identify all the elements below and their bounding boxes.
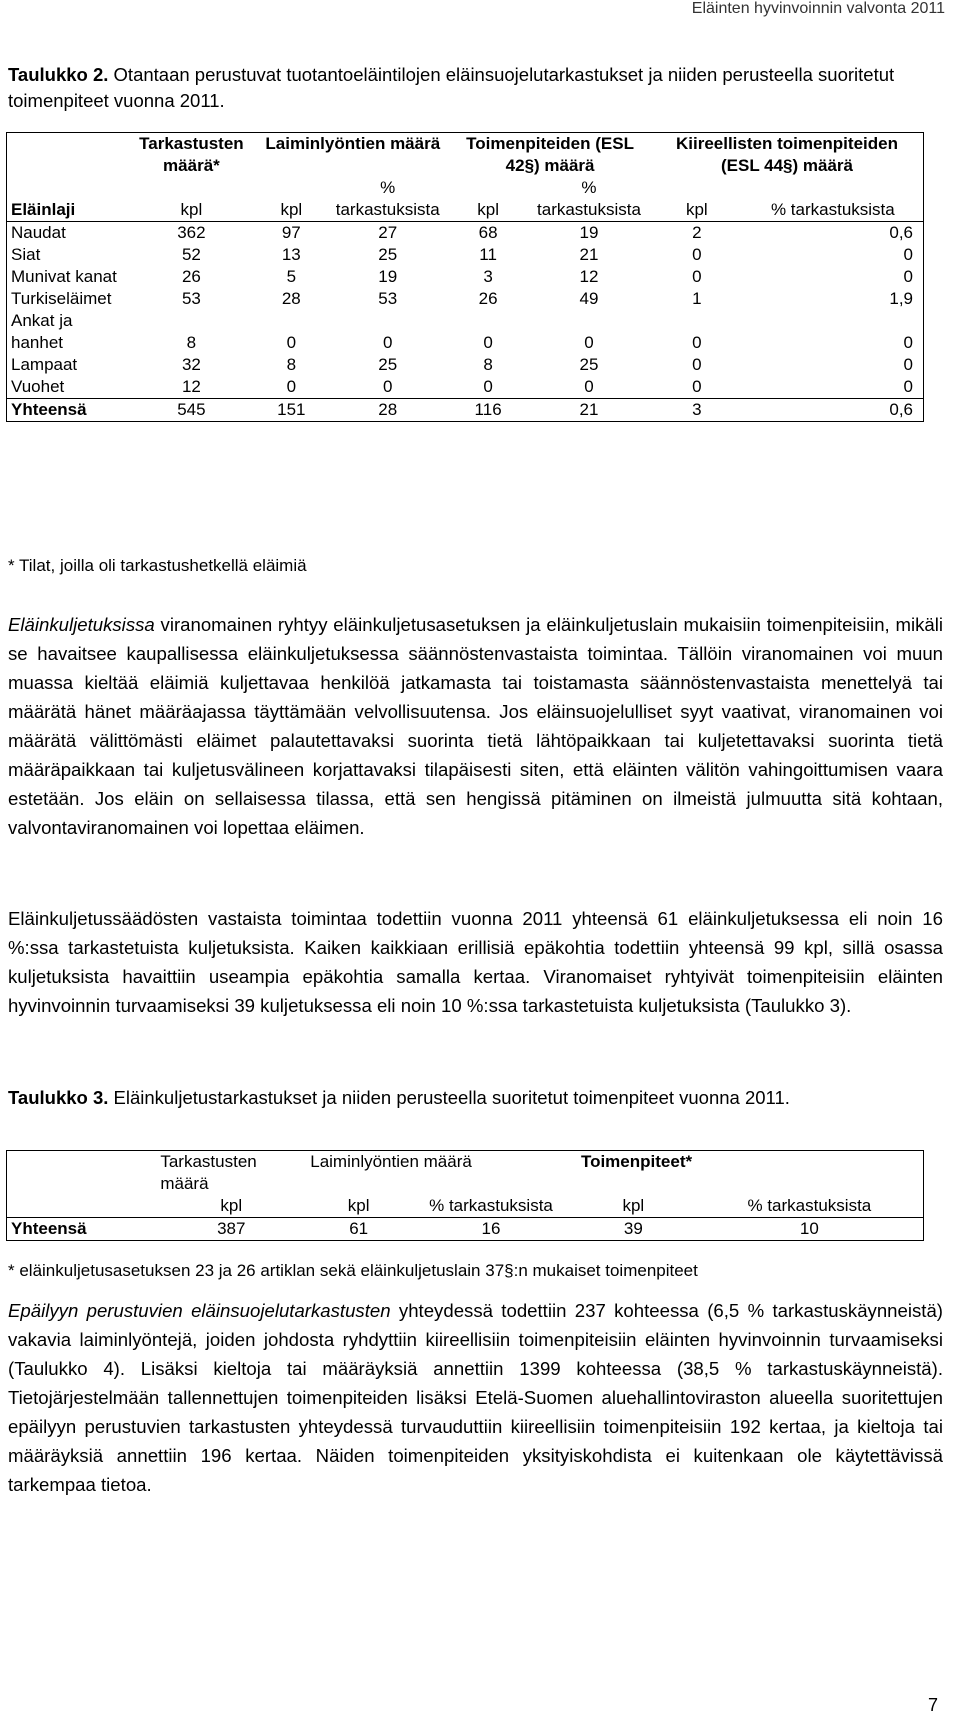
t2-group-inspections: Tarkastusten määrä* [126, 133, 256, 178]
t3-corner [7, 1151, 157, 1196]
value-cell: 0 [692, 245, 702, 264]
value-cell: 362 [177, 223, 206, 242]
t2-group-measures: Toimenpiteiden (ESL 42§) määrä [449, 133, 651, 178]
value-cell: 1,9 [743, 288, 924, 310]
value-cell: 27 [378, 223, 398, 242]
t3-sub: % tarkastuksista [696, 1195, 924, 1218]
t2-sub: kpl [256, 177, 326, 222]
value-cell: 0 [286, 333, 297, 352]
value-cell: 0 [692, 333, 702, 352]
value-cell: 8 [483, 355, 493, 374]
value-cell: 19 [378, 267, 398, 286]
table-row [7, 244, 924, 266]
t3-corner-sub [7, 1195, 157, 1218]
t2-sub: kpl [449, 177, 527, 222]
value-cell: 68 [478, 223, 498, 242]
value-cell: 0 [743, 266, 924, 288]
table-row [7, 376, 924, 399]
value-cell: 0 [743, 244, 924, 266]
value-cell: 13 [281, 245, 301, 264]
t2-group-neglects: Laiminlyöntien määrä [256, 133, 449, 178]
species-cell: Ankat ja hanhet [7, 310, 127, 354]
value-cell: 0 [743, 376, 924, 399]
table2-caption-text: Otantaan perustuvat tuotantoeläintilojen eläinsuojelutarkastukset ja niiden perusteella suoritetut toimenpiteet vuonna 2011. [8, 64, 895, 111]
value-cell: 53 [378, 289, 398, 308]
page-number: 7 [927, 1695, 938, 1715]
species-cell: Turkiseläimet [7, 288, 127, 310]
t3-total-cell: 61 [306, 1218, 411, 1241]
value-cell: 21 [579, 245, 599, 264]
t2-sub: % tarkastuksista [527, 177, 651, 222]
value-cell: 0 [692, 267, 702, 286]
value-cell: 12 [181, 377, 201, 396]
value-cell: 1 [692, 289, 702, 308]
paragraph-transport-findings: Eläinkuljetussäädösten vastaista toimintaa todettiin vuonna 2011 yhteensä 61 eläinkuljetuksessa eli noin 16 %:ssa tarkastetuista kuljetuksista. Kaiken kaikkiaan erillisiä epäkohtia todettiin yhteensä 99 kpl, sillä osassa kuljetuksista havaittiin useampia epäkohtia samalla kertaa. Viranomaiset ryhtyivät toimenpiteisiin eläinten hyvinvoinnin turvaamiseksi 39 kuljetuksessa eli noin 10 %:ssa tarkastetuista kuljetuksista (Taulukko 3). [8, 908, 943, 1016]
t3-group-inspections: Tarkastusten määrä [156, 1151, 306, 1196]
value-cell: 3 [483, 267, 493, 286]
value-cell: 0 [584, 333, 594, 352]
t2-total-cell: 545 [126, 399, 256, 422]
t2-sub: % tarkastuksista [326, 177, 449, 222]
table-row [7, 222, 924, 245]
value-cell: 8 [286, 355, 297, 374]
table3-caption [8, 1085, 938, 1111]
t2-group-urgent: Kiireellisten toimenpiteiden (ESL 44§) määrä [651, 133, 924, 178]
t2-sub: kpl [126, 177, 256, 222]
t2-total-cell: 0,6 [743, 399, 924, 422]
t2-sub-species: Eläinlaji [7, 177, 127, 222]
species-cell: Lampaat [7, 354, 127, 376]
species-cell: Vuohet [7, 376, 127, 399]
value-cell: 53 [181, 289, 201, 308]
value-cell: 25 [378, 245, 398, 264]
t3-sub: kpl [306, 1195, 411, 1218]
t3-total-cell: 387 [156, 1218, 306, 1241]
value-cell: 0 [483, 377, 493, 396]
value-cell: 28 [281, 289, 301, 308]
t2-sub: % tarkastuksista [743, 177, 924, 222]
value-cell: 25 [378, 355, 398, 374]
value-cell: 5 [286, 267, 297, 286]
value-cell: 19 [579, 223, 599, 242]
table-row [7, 310, 924, 354]
table3-caption-text: Eläinkuljetustarkastukset ja niiden perusteella suoritetut toimenpiteet vuonna 2011. [113, 1087, 790, 1108]
value-cell: 0,6 [743, 222, 924, 245]
paragraph1-lead: Eläinkuljetuksissa [8, 614, 155, 635]
paragraph-suspicion-inspections [8, 1296, 943, 1499]
t2-total-cell: 3 [651, 399, 743, 422]
value-cell: 25 [579, 355, 599, 374]
t2-corner [7, 133, 127, 178]
value-cell: 8 [186, 333, 197, 352]
value-cell: 97 [281, 223, 301, 242]
value-cell: 2 [692, 223, 702, 242]
value-cell: 0 [584, 377, 594, 396]
value-cell: 0 [692, 377, 702, 396]
t3-total-cell: 16 [411, 1218, 571, 1241]
t3-sub: kpl [156, 1195, 306, 1218]
table3-footnote: * eläinkuljetusasetuksen 23 ja 26 artiklan sekä eläinkuljetuslain 37§:n mukaiset toimenpiteet [8, 1261, 698, 1280]
paragraph1-text: viranomainen ryhtyy eläinkuljetusasetuksen ja eläinkuljetuslain mukaisiin toimenpiteisiin, mikäli se havaitsee kaupallisessa eläinkuljetuksessa säännöstenvastaista toimintaa. Tällöin viranomainen voi muun muassa kieltää eläimiä kuljettavaa henkilöä jatkamasta tai toistamasta säännöstenvastaista menettelyä tai määrätä hänet määräajassa täyttämään velvollisuutensa. Jos eläinsuojelulliset syyt vaativat, viranomainen voi määrätä välittömästi eläimet palautettavaksi suorinta tietä lähtöpaikkaan tai kuljetettavaksi suorinta tietä määräpaikkaan tai kuljetusvälineen korjattavaksi tilapäisesti siten, että eläinten välitön vahingoittumisen vaara estetään. Jos eläin on sellaisessa tilassa, että sen hengissä pitäminen on ilmeistä julmuutta sitä kohtaan, valvontaviranomainen voi lopettaa eläimen. [8, 614, 943, 838]
table2-body [7, 222, 924, 399]
species-cell: Munivat kanat [7, 266, 127, 288]
t2-sub: kpl [651, 177, 743, 222]
table-row [7, 354, 924, 376]
table3 [6, 1150, 924, 1241]
value-cell: 0 [743, 310, 924, 354]
value-cell: 49 [579, 289, 599, 308]
value-cell: 0 [382, 333, 393, 352]
value-cell: 52 [181, 245, 201, 264]
value-cell: 12 [579, 267, 599, 286]
t2-total-label: Yhteensä [7, 399, 127, 422]
t2-total-cell: 116 [449, 399, 527, 422]
value-cell: 0 [382, 377, 393, 396]
value-cell: 11 [479, 245, 497, 264]
value-cell: 26 [181, 267, 201, 286]
paragraph3-text: yhteydessä todettiin 237 kohteessa (6,5 % tarkastuskäynneistä) vakavia laiminlyöntejä, joiden johdosta ryhdyttiin kiireellisiin toimenpiteisiin eläinten hyvinvoinnin turvaamiseksi (Taulukko 4). Lisäksi kieltoja tai määräyksiä annettiin 1399 kohteessa (38,5 % tarkastuskäynneistä). Tietojärjestelmään tallennettujen toimenpiteiden lisäksi Etelä-Suomen aluehallintoviraston alueella suoritettujen epäilyyn perustuvien tarkastusten yhteydessä turvauduttiin kiireellisiin toimenpiteisiin 192 kertaa, ja kieltoja tai määräyksiä annettiin 196 kertaa. Näiden toimenpiteiden yksityiskohdista ei kuitenkaan ole käytettävissä tarkempaa tietoa. [8, 1300, 943, 1495]
running-header: Eläinten hyvinvoinnin valvonta 2011 [691, 0, 945, 17]
table2-label: Taulukko 2. [8, 64, 109, 85]
t3-total-label: Yhteensä [7, 1218, 157, 1241]
t2-total-cell: 28 [326, 399, 449, 422]
t3-sub: % tarkastuksista [411, 1195, 571, 1218]
t2-total-cell: 21 [527, 399, 651, 422]
value-cell: 32 [181, 355, 201, 374]
table2 [6, 132, 924, 422]
table-row [7, 266, 924, 288]
t3-group-measures: Toimenpiteet* [571, 1151, 924, 1196]
t3-sub: kpl [571, 1195, 696, 1218]
t3-group-neglects: Laiminlyöntien määrä [306, 1151, 571, 1196]
paragraph3-lead: Epäilyyn perustuvien eläinsuojelutarkastusten [8, 1300, 391, 1321]
species-cell: Siat [7, 244, 127, 266]
value-cell: 0 [743, 354, 924, 376]
value-cell: 26 [478, 289, 498, 308]
value-cell: 0 [692, 355, 702, 374]
t3-total-cell: 10 [696, 1218, 924, 1241]
species-cell: Naudat [7, 222, 127, 245]
table-row [7, 288, 924, 310]
value-cell: 0 [483, 333, 493, 352]
paragraph-transport-measures [8, 610, 943, 842]
t3-total-cell: 39 [571, 1218, 696, 1241]
value-cell: 0 [286, 377, 297, 396]
table2-footnote: * Tilat, joilla oli tarkastushetkellä eläimiä [8, 556, 307, 575]
table3-label: Taulukko 3. [8, 1087, 109, 1108]
t2-total-cell: 151 [256, 399, 326, 422]
table2-caption [8, 62, 938, 114]
